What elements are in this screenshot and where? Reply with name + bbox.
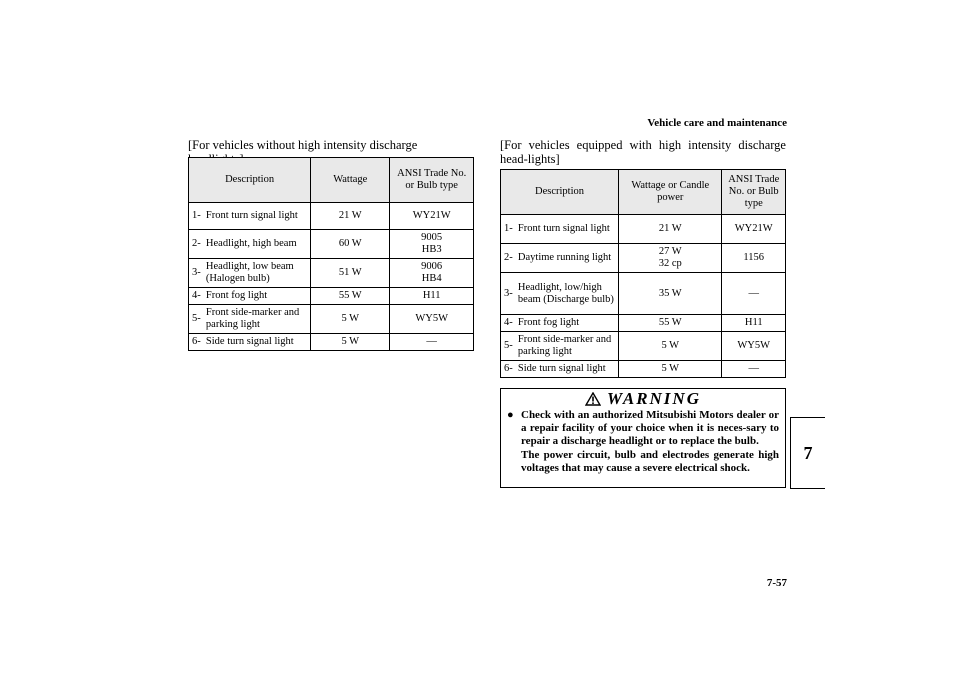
row-wattage: 5 W xyxy=(619,361,722,378)
row-description: Front fog light xyxy=(204,288,311,305)
table-row xyxy=(501,332,786,361)
row-description: Front side-marker and parking light xyxy=(204,305,311,334)
row-number: 6- xyxy=(501,361,516,378)
row-description: Front side-marker and parking light xyxy=(516,332,619,361)
warning-header xyxy=(501,389,785,409)
table-header-row xyxy=(189,158,474,203)
left-section-title: [For vehicles without high intensity discharge xyxy=(188,138,418,152)
chapter-tab: 7 xyxy=(790,417,825,489)
table-row xyxy=(189,203,474,230)
table-row xyxy=(501,244,786,273)
column-header-ansi: ANSI Trade No. or Bulb type xyxy=(722,170,786,215)
row-number: 2- xyxy=(501,244,516,273)
row-wattage: 5 W xyxy=(311,305,390,334)
row-description: Front turn signal light xyxy=(516,215,619,244)
row-description: Front turn signal light xyxy=(204,203,311,230)
row-wattage: 27 W 32 cp xyxy=(619,244,722,273)
table-row xyxy=(501,361,786,378)
row-wattage: 5 W xyxy=(311,334,390,351)
row-wattage: 55 W xyxy=(619,315,722,332)
row-ansi: 9006 HB4 xyxy=(390,259,474,288)
row-description: Headlight, high beam xyxy=(204,230,311,259)
table-row xyxy=(189,230,474,259)
row-number: 2- xyxy=(189,230,204,259)
table-row xyxy=(501,273,786,315)
table-row xyxy=(189,288,474,305)
table-row xyxy=(189,259,474,288)
row-wattage: 5 W xyxy=(619,332,722,361)
row-description: Side turn signal light xyxy=(204,334,311,351)
table-row xyxy=(501,315,786,332)
row-wattage: 55 W xyxy=(311,288,390,305)
warning-triangle-icon xyxy=(585,392,601,406)
row-ansi: — xyxy=(722,273,786,315)
row-ansi: WY5W xyxy=(390,305,474,334)
row-ansi: — xyxy=(390,334,474,351)
row-number: 4- xyxy=(501,315,516,332)
row-ansi: WY21W xyxy=(722,215,786,244)
page-number: 7-57 xyxy=(766,577,787,589)
column-header-wattage: Wattage or Candle power xyxy=(619,170,722,215)
column-header-description: Description xyxy=(189,158,311,203)
table-header-row xyxy=(501,170,786,215)
row-ansi: — xyxy=(722,361,786,378)
row-wattage: 21 W xyxy=(619,215,722,244)
row-description: Side turn signal light xyxy=(516,361,619,378)
row-ansi: 9005 HB3 xyxy=(390,230,474,259)
right-section-title: [For vehicles equipped with high intensity discharge head-lights] xyxy=(500,138,786,166)
row-number: 5- xyxy=(501,332,516,361)
row-description: Daytime running light xyxy=(516,244,619,273)
table-row xyxy=(501,215,786,244)
row-description: Headlight, low beam (Halogen bulb) xyxy=(204,259,311,288)
row-number: 3- xyxy=(189,259,204,288)
right-bulb-table xyxy=(500,169,786,378)
row-wattage: 51 W xyxy=(311,259,390,288)
bullet-icon: ● xyxy=(507,409,514,421)
column-header-description: Description xyxy=(501,170,619,215)
column-header-ansi: ANSI Trade No. or Bulb type xyxy=(390,158,474,203)
row-number: 1- xyxy=(189,203,204,230)
warning-text-1: Check with an authorized Mitsubishi Motors dealer or a repair facility of your choice when it is neces-sary to repair a discharge headlight or to replace the bulb. xyxy=(521,409,779,448)
row-number: 5- xyxy=(189,305,204,334)
row-ansi: H11 xyxy=(722,315,786,332)
left-bulb-table xyxy=(188,157,474,351)
chapter-header: Vehicle care and maintenance xyxy=(647,117,787,129)
table-row xyxy=(189,334,474,351)
row-ansi: 1156 xyxy=(722,244,786,273)
row-ansi: WY5W xyxy=(722,332,786,361)
warning-text xyxy=(521,409,779,475)
warning-text-2: The power circuit, bulb and electrodes generate high voltages that may cause a severe electrical shock. xyxy=(521,448,779,474)
row-ansi: H11 xyxy=(390,288,474,305)
row-ansi: WY21W xyxy=(390,203,474,230)
row-description: Front fog light xyxy=(516,315,619,332)
row-number: 1- xyxy=(501,215,516,244)
row-wattage: 60 W xyxy=(311,230,390,259)
warning-title: WARNING xyxy=(607,389,701,408)
warning-box xyxy=(500,388,786,488)
row-wattage: 21 W xyxy=(311,203,390,230)
warning-body xyxy=(507,409,779,475)
row-description: Headlight, low/high beam (Discharge bulb) xyxy=(516,273,619,315)
column-header-wattage: Wattage xyxy=(311,158,390,203)
row-number: 6- xyxy=(189,334,204,351)
row-wattage: 35 W xyxy=(619,273,722,315)
row-number: 4- xyxy=(189,288,204,305)
row-number: 3- xyxy=(501,273,516,315)
table-row xyxy=(189,305,474,334)
